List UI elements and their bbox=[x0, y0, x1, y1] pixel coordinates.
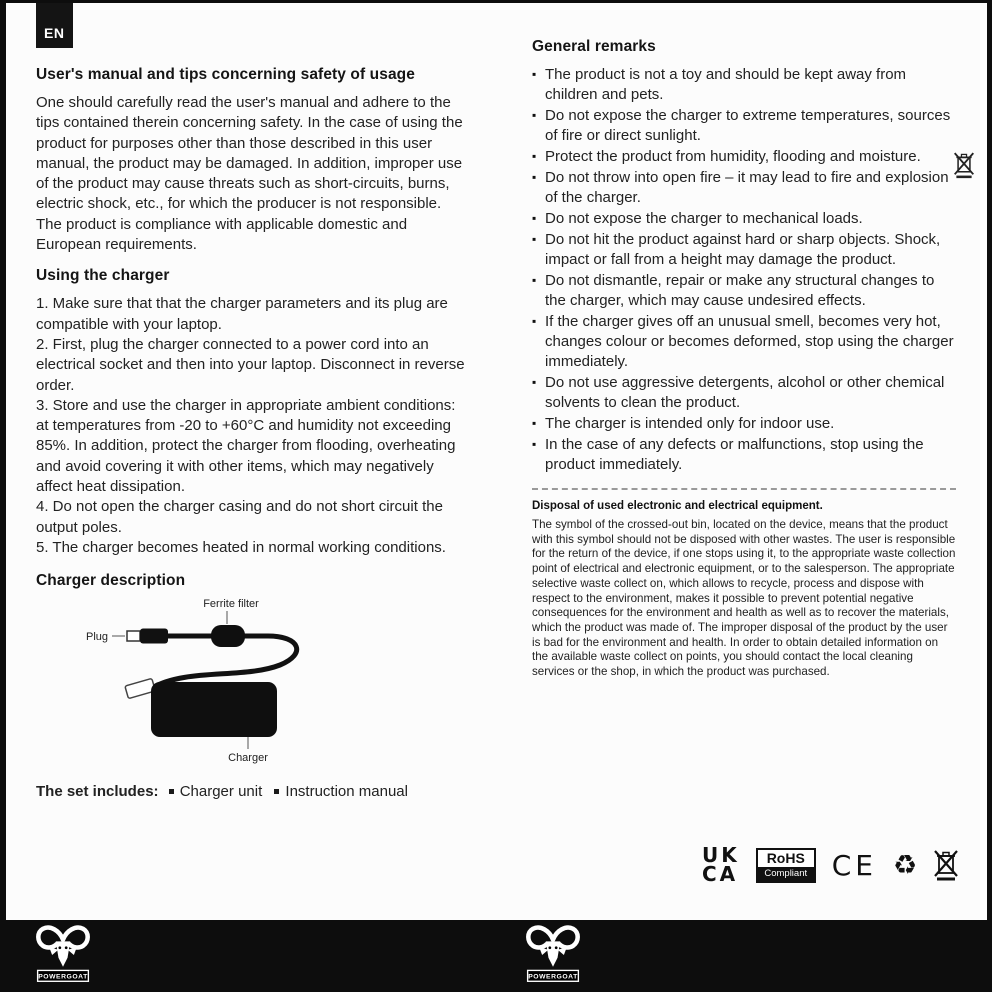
set-includes-label: The set includes: bbox=[36, 783, 159, 801]
charger-diagram-drawing bbox=[76, 594, 436, 769]
safety-paragraph: One should carefully read the user's manual and adhere to the tips contained therein concerning safety. In the case of using the product for purposes other than those described in this user manual, the product may be damaged. In addition, improper use of the product may cause threats such as short-circuits, burns, electric shock, etc., for which the producer is not responsible. The product is compliance with applicable domestic and European requirements. bbox=[36, 94, 463, 254]
remark-item: ▪ Do not expose the charger to mechanical loads. bbox=[532, 209, 956, 229]
remark-item: ▪ Do not use aggressive detergents, alcohol or other chemical solvents to clean the product. bbox=[532, 373, 956, 413]
certification-marks bbox=[702, 843, 959, 886]
weee-bin-icon-margin bbox=[953, 150, 975, 185]
using-step-1: 1. Make sure that that the charger parameters and its plug are compatible with your laptop. bbox=[36, 295, 448, 333]
right-column bbox=[532, 38, 956, 680]
remark-item: ▪ The product is not a toy and should be kept away from children and pets. bbox=[532, 65, 956, 105]
remark-item: ▪ Do not hit the product against hard or sharp objects. Shock, impact or fall from a height may damage the product. bbox=[532, 230, 956, 270]
disposal-paragraph: The symbol of the crossed-out bin, located on the device, means that the product with this symbol should not be disposed with other wastes. The user is responsible for the return of the device, if one stops using it, to the appropriate waste collection point of electrical and electronic equipment, or to the salesperson. The appropriate selective waste collect on, which allows to recycle, process and dispose with respect to the environment, makes it possible to prevent potential negative consequences for the environment and health as well as to recover the materials, which the product was made of. The improper disposal of the product by the user is bad for the environment and health. In order to obtain detailed information on the available waste collect on points, you should contact the local cleaning services or the shop, in which the product was purchased. bbox=[532, 518, 956, 679]
language-badge-label: EN bbox=[44, 25, 65, 41]
charger-diagram bbox=[76, 594, 436, 769]
plug-body bbox=[140, 629, 168, 644]
goat-face bbox=[56, 941, 71, 966]
powergoat-logo bbox=[34, 923, 92, 992]
using-step-3: 3. Store and use the charger in appropriate ambient conditions: at temperatures from -20 to +60°C and humidity not exceeding 85%. In addition, protect the charger from flooding, overheating and avoid covering it with other items, which may negatively affect heat dissipation. bbox=[36, 396, 456, 496]
plug-tip bbox=[127, 631, 140, 641]
rohs-mark: RoHS Compliant bbox=[756, 848, 816, 883]
remark-item: ▪ Protect the product from humidity, flooding and moisture. bbox=[532, 147, 956, 167]
ferrite-filter bbox=[211, 625, 245, 647]
general-remarks-heading: General remarks bbox=[532, 38, 656, 55]
remark-item: ▪ Do not throw into open fire – it may lead to fire and explosion of the charger. bbox=[532, 168, 956, 208]
using-charger-heading: Using the charger bbox=[36, 267, 170, 285]
brand-name: POWERGOAT bbox=[528, 973, 578, 981]
remark-item: ▪ In the case of any defects or malfunctions, stop using the product immediately. bbox=[532, 435, 956, 475]
remark-item: ▪ Do not expose the charger to extreme temperatures, sources of fire or direct sunlight. bbox=[532, 106, 956, 146]
set-includes-item: Charger unit bbox=[169, 783, 263, 800]
powergoat-logo bbox=[524, 923, 582, 992]
ferrite-filter-label: Ferrite filter bbox=[203, 598, 259, 611]
ukca-mark: UK CA bbox=[702, 843, 740, 886]
ce-mark: CE bbox=[831, 848, 877, 882]
manual-page bbox=[6, 3, 987, 920]
charger-description-heading: Charger description bbox=[36, 572, 186, 590]
dashed-divider bbox=[532, 488, 956, 490]
charger-body bbox=[151, 682, 277, 737]
square-bullet-icon bbox=[169, 789, 174, 794]
remark-item: ▪ Do not dismantle, repair or make any structural changes to the charger, which may cause undesired effects. bbox=[532, 271, 956, 311]
footer-band bbox=[0, 920, 992, 990]
set-includes-item: Instruction manual bbox=[274, 783, 408, 800]
language-badge bbox=[36, 3, 73, 48]
left-column bbox=[36, 66, 470, 800]
remark-item: ▪ If the charger gives off an unusual smell, becomes very hot, changes colour or becomes deformed, stop using the charger immediately. bbox=[532, 312, 956, 372]
safety-heading: User's manual and tips concerning safety of usage bbox=[36, 66, 415, 83]
set-includes bbox=[36, 783, 470, 800]
dc-connector bbox=[125, 679, 155, 699]
using-step-5: 5. The charger becomes heated in normal working conditions. bbox=[36, 538, 446, 556]
square-bullet-icon bbox=[274, 789, 279, 794]
brand-name: POWERGOAT bbox=[38, 973, 88, 981]
recycle-icon: ♻ bbox=[893, 849, 918, 880]
weee-bin-icon bbox=[933, 848, 959, 882]
using-step-4: 4. Do not open the charger casing and do not short circuit the output poles. bbox=[36, 498, 443, 536]
remark-item: ▪ The charger is intended only for indoor use. bbox=[532, 414, 956, 434]
plug-label: Plug bbox=[86, 631, 109, 644]
disposal-heading: Disposal of used electronic and electrical equipment. bbox=[532, 500, 823, 512]
general-remarks-list bbox=[532, 65, 956, 475]
using-step-2: 2. First, plug the charger connected to a power cord into an electrical socket and then into your laptop. Disconnect in reverse order. bbox=[36, 335, 465, 394]
charger-label: Charger bbox=[228, 752, 268, 765]
